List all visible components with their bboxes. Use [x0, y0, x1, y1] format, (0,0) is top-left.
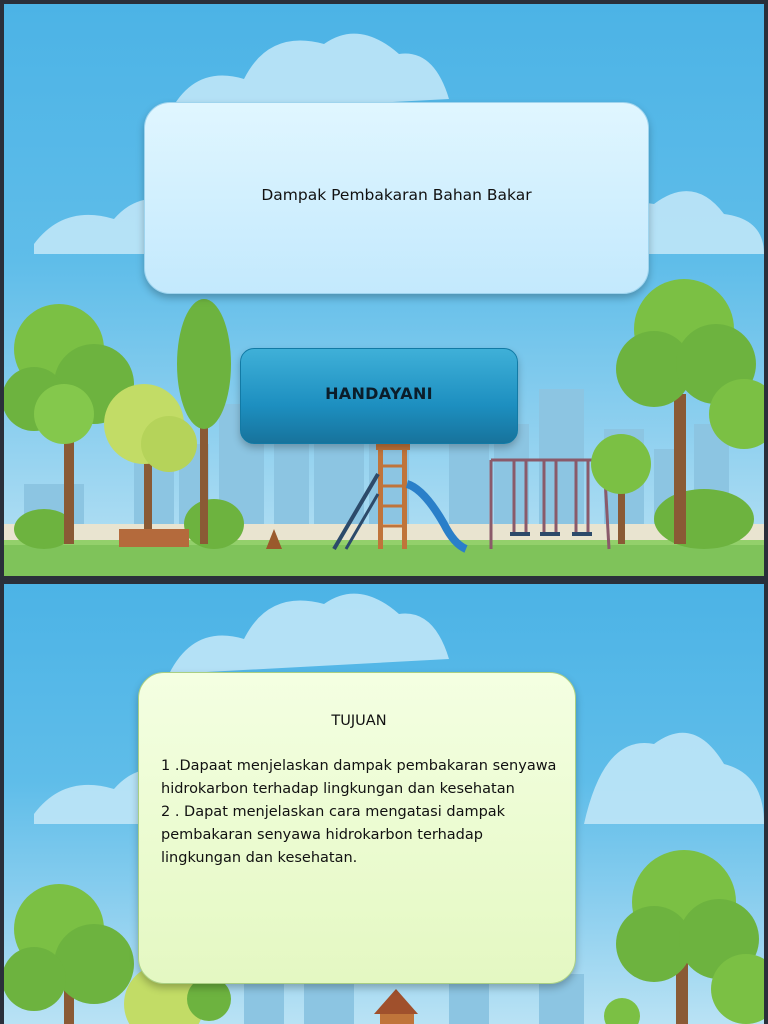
author-name: HANDAYANI: [325, 383, 433, 403]
goal-item-2: 2 . Dapat menjelaskan cara mengatasi dampak pembakaran senyawa hidrokarbon terhadap lingkungan dan kesehatan.: [161, 804, 506, 866]
goals-heading: TUJUAN: [331, 713, 387, 729]
slide-title: Dampak Pembakaran Bahan Bakar: [261, 186, 532, 204]
playground-roof: [374, 989, 418, 1024]
grass: [4, 540, 764, 576]
goals-slide: [4, 584, 764, 1024]
tree-right: [604, 850, 764, 1024]
goals-card: [138, 672, 576, 984]
title-slide: [4, 4, 764, 576]
goal-item-1: 1 .Dapaat menjelaskan dampak pembakaran senyawa hidrokarbon terhadap lingkungan dan kesehatan: [161, 758, 557, 797]
title-card: [144, 102, 649, 294]
author-card: [240, 348, 518, 444]
